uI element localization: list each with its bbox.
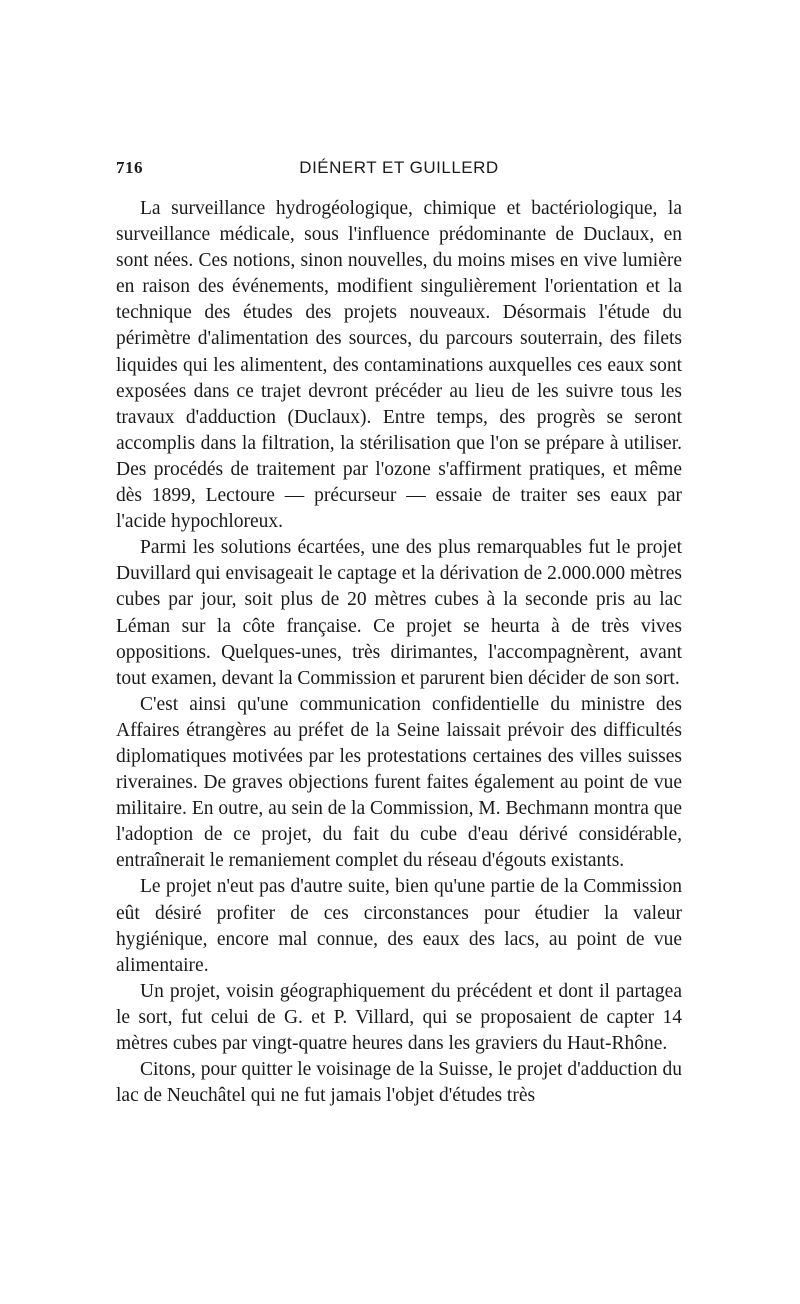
paragraph: Citons, pour quitter le voisinage de la Suisse, le projet d'adduction du lac de Neuchâtel qui ne fut jamais l'objet d'études très	[116, 1059, 682, 1107]
paragraph: Parmi les solutions écartées, une des plus remarquables fut le projet Duvillard qui envisageait le captage et la dérivation de 2.000.000 mètres cubes par jour, soit plus de 20 mètres cubes à la seconde pris au lac Léman sur la côte française. Ce projet se heurta à de très vives oppositions. Quelques-unes, très dirimantes, l'accompagnèrent, avant tout examen, devant la Commission et parurent bien décider de son sort.	[116, 537, 682, 689]
paragraph: Un projet, voisin géographiquement du précédent et dont il partagea le sort, fut celui de G. et P. Villard, qui se proposaient de capter 14 mètres cubes par vingt-quatre heures dans les graviers du Haut-Rhône.	[116, 980, 682, 1054]
body-text	[116, 196, 682, 1109]
paragraph: C'est ainsi qu'une communication confidentielle du ministre des Affaires étrangères au préfet de la Seine laissait prévoir des difficultés diplomatiques motivées par les protestations certaines des villes suisses riveraines. De graves objections furent faites également au point de vue militaire. En outre, au sein de la Commission, M. Bechmann montra que l'adoption de ce projet, du fait du cube d'eau dérivé considérable, entraînerait le remaniement complet du réseau d'égouts existants.	[116, 693, 682, 872]
paragraph: Le projet n'eut pas d'autre suite, bien qu'une partie de la Commission eût désiré profiter de ces circonstances pour étudier la valeur hygiénique, encore mal connue, des eaux des lacs, au point de vue alimentaire.	[116, 876, 682, 976]
paragraph: La surveillance hydrogéologique, chimique et bactériologique, la surveillance médicale, sous l'influence prédominante de Duclaux, en sont nées. Ces notions, sinon nouvelles, du moins mises en vive lumière en raison des événements, modifient singulièrement l'orientation et la technique des études des projets nouveaux. Désormais l'étude du périmètre d'alimentation des sources, du parcours souterrain, des filets liquides qui les alimentent, des contaminations auxquelles ces eaux sont exposées dans ce trajet devront précéder au lieu de les suivre tous les travaux d'adduction (Duclaux). Entre temps, des progrès se seront accomplis dans la filtration, la stérilisation que l'on se prépare à utiliser. Des procédés de traitement par l'ozone s'affirment pratiques, et même dès 1899, Lectoure — précurseur — essaie de traiter ses eaux par l'acide hypochloreux.	[116, 198, 682, 533]
page-number: 716	[116, 158, 143, 177]
running-title: DIÉNERT ET GUILLERD	[299, 158, 499, 177]
running-head	[116, 152, 682, 180]
book-page	[116, 152, 682, 1109]
